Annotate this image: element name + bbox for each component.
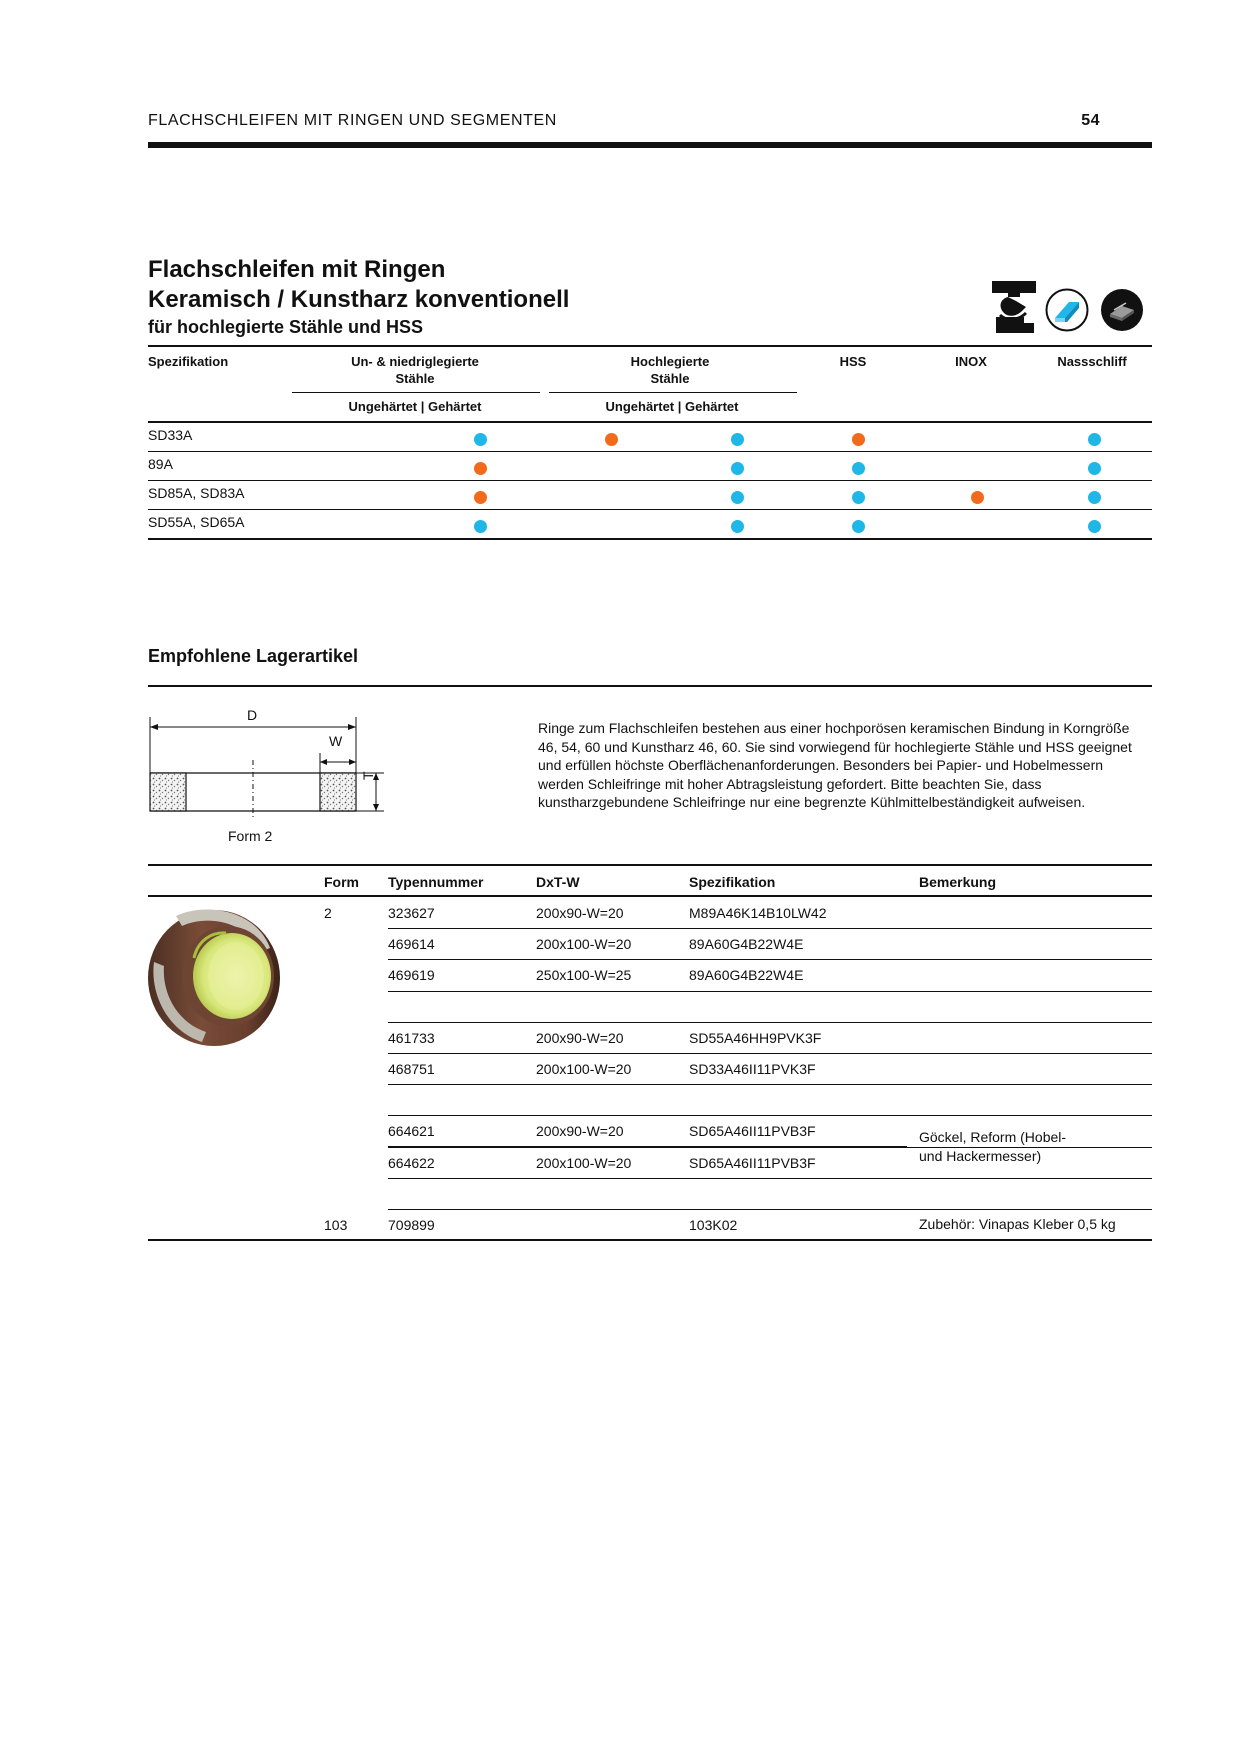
conditionally-suitable-dot [852,433,865,446]
suitable-dot [1088,433,1101,446]
diagram-label-d: D [247,707,258,723]
article-cell-spec: SD65A46II11PVB3F [689,1154,816,1171]
matrix-subheader-1: Ungehärtet | Gehärtet [348,399,482,414]
suitable-dot [731,433,744,446]
matrix-subheader-2: Ungehärtet | Gehärtet [605,399,739,414]
suitable-dot [1088,491,1101,504]
suitable-dot [731,491,744,504]
remark-103: Zubehör: Vinapas Kleber 0,5 kg [919,1216,1116,1232]
conditionally-suitable-dot [605,433,618,446]
article-row-rule [388,991,1152,992]
article-cell-typ: 323627 [388,905,435,921]
article-cell-typ: 468751 [388,1061,435,1077]
article-row-rule [388,928,1152,929]
article-cell-spec: SD65A46II11PVB3F [689,1123,816,1140]
matrix-header-inox: INOX [955,354,987,369]
remark-goeckel-line2: und Hackermesser) [919,1148,1042,1164]
matrix-row-rule [148,509,1152,510]
product-description: Ringe zum Flachschleifen bestehen aus einer hochporösen keramischen Bindung in Korngröße 46, 54, 60 und Kunstharz 46, 60. Sie sind vorwiegend für hochlegierte Stähle und HSS geeignet und erfüllen höchste Oberflächenanforderungen. Besonders bei Papier- und Hobelmessern werden Schleifringe mit hoher Abtragsleistung gefordert. Bitte beachten Sie, dass kunstharzgebundene Schleifringe nur eine begrenzte Kühlmittelbeständigkeit aufweisen. [538,720,1132,811]
matrix-header-spec: Spezifikation [148,354,229,369]
articles-header-spec: Spezifikation [689,874,776,890]
section-title: Empfohlene Lagerartikel [148,646,359,666]
matrix-row-rule [148,451,1152,452]
article-cell-typ: 664622 [388,1154,435,1171]
diagram-caption: Form 2 [228,828,273,844]
articles-header-dxtw: DxT-W [536,874,580,890]
matrix-header-hss: HSS [839,354,867,369]
article-row-rule [388,1115,1152,1116]
article-row-rule [388,1053,1152,1054]
header-rule [148,142,1152,148]
page-number: 54 [1081,112,1100,129]
steel-profile-icon [1045,288,1089,332]
grinding-ring-photo [146,900,288,1050]
matrix-row-rule [148,538,1152,540]
suitable-dot [474,520,487,533]
article-cell-dxtw: 200x100-W=20 [536,1154,632,1171]
article-cell-dxtw: 250x100-W=25 [536,967,632,984]
articles-bottom-rule [148,1239,1152,1241]
articles-header-form: Form [324,874,359,890]
page-subtitle: für hochlegierte Stähle und HSS [148,317,424,337]
suitable-dot [1088,462,1101,475]
goeckel-remark-rule [388,1146,907,1147]
article-cell-typ: 469614 [388,936,435,953]
article-cell-spec: 89A60G4B22W4E [689,936,804,953]
conditionally-suitable-dot [474,491,487,504]
coolant-wet-grinding-icon [1100,288,1144,332]
matrix-group-rule-1 [292,392,540,393]
article-cell-dxtw: 200x90-W=20 [536,905,624,921]
article-cell-form: 2 [324,905,332,921]
article-cell-spec: SD33A46II11PVK3F [689,1061,816,1077]
matrix-header-hochlegiert: Hochlegierte Stähle [630,354,710,386]
article-cell-dxtw: 200x90-W=20 [536,1123,624,1140]
article-row-rule [388,1084,1152,1085]
articles-header-rule [148,895,1152,897]
article-cell-typ: 461733 [388,1029,435,1046]
article-cell-form: 103 [324,1217,348,1233]
diagram-label-w: W [329,733,343,749]
running-header: FLACHSCHLEIFEN MIT RINGEN UND SEGMENTEN [148,112,557,129]
matrix-row-label: 89A [148,456,173,472]
surface-grinding-machine-icon [990,277,1038,335]
articles-top-rule [148,864,1152,866]
suitable-dot [474,433,487,446]
matrix-header-nass: Nassschliff [1057,354,1127,369]
suitable-dot [1088,520,1101,533]
article-cell-typ: 664621 [388,1123,435,1140]
article-cell-typ: 469619 [388,967,435,984]
suitable-dot [852,520,865,533]
diagram-label-t: T [360,771,376,780]
article-cell-spec: 103K02 [689,1217,738,1233]
matrix-row-label: SD85A, SD83A [148,485,245,501]
matrix-row-label: SD55A, SD65A [148,514,245,530]
matrix-row-label: SD33A [148,427,193,443]
article-row-rule [388,959,1152,960]
article-cell-dxtw: 200x90-W=20 [536,1029,624,1046]
articles-header-typ: Typennummer [388,874,484,890]
article-cell-dxtw: 200x100-W=20 [536,936,632,953]
matrix-top-rule [148,345,1152,347]
article-cell-typ: 709899 [388,1217,435,1233]
page-title: Flachschleifen mit Ringen [148,256,446,283]
article-cell-dxtw: 200x100-W=20 [536,1061,632,1077]
suitable-dot [852,462,865,475]
matrix-header-rule [148,421,1152,423]
matrix-header-un-niedrig: Un- & niedriglegierte Stähle [351,354,479,386]
articles-header-bem: Bemerkung [919,874,997,890]
article-row-rule [388,1178,1152,1179]
article-cell-spec: 89A60G4B22W4E [689,967,804,984]
conditionally-suitable-dot [474,462,487,475]
page-title-line2: Keramisch / Kunstharz konventionell [148,286,570,313]
suitable-dot [852,491,865,504]
article-row-rule [388,1022,1152,1023]
ring-cross-section-diagram [140,705,400,825]
remark-goeckel-line1: Göckel, Reform (Hobel- [919,1129,1067,1145]
section-rule [148,685,1152,687]
matrix-group-rule-2 [549,392,797,393]
article-row-rule [388,1209,1152,1210]
suitable-dot [731,520,744,533]
matrix-row-rule [148,480,1152,481]
suitable-dot [731,462,744,475]
conditionally-suitable-dot [971,491,984,504]
article-cell-spec: M89A46K14B10LW42 [689,905,827,921]
article-cell-spec: SD55A46HH9PVK3F [689,1029,822,1046]
